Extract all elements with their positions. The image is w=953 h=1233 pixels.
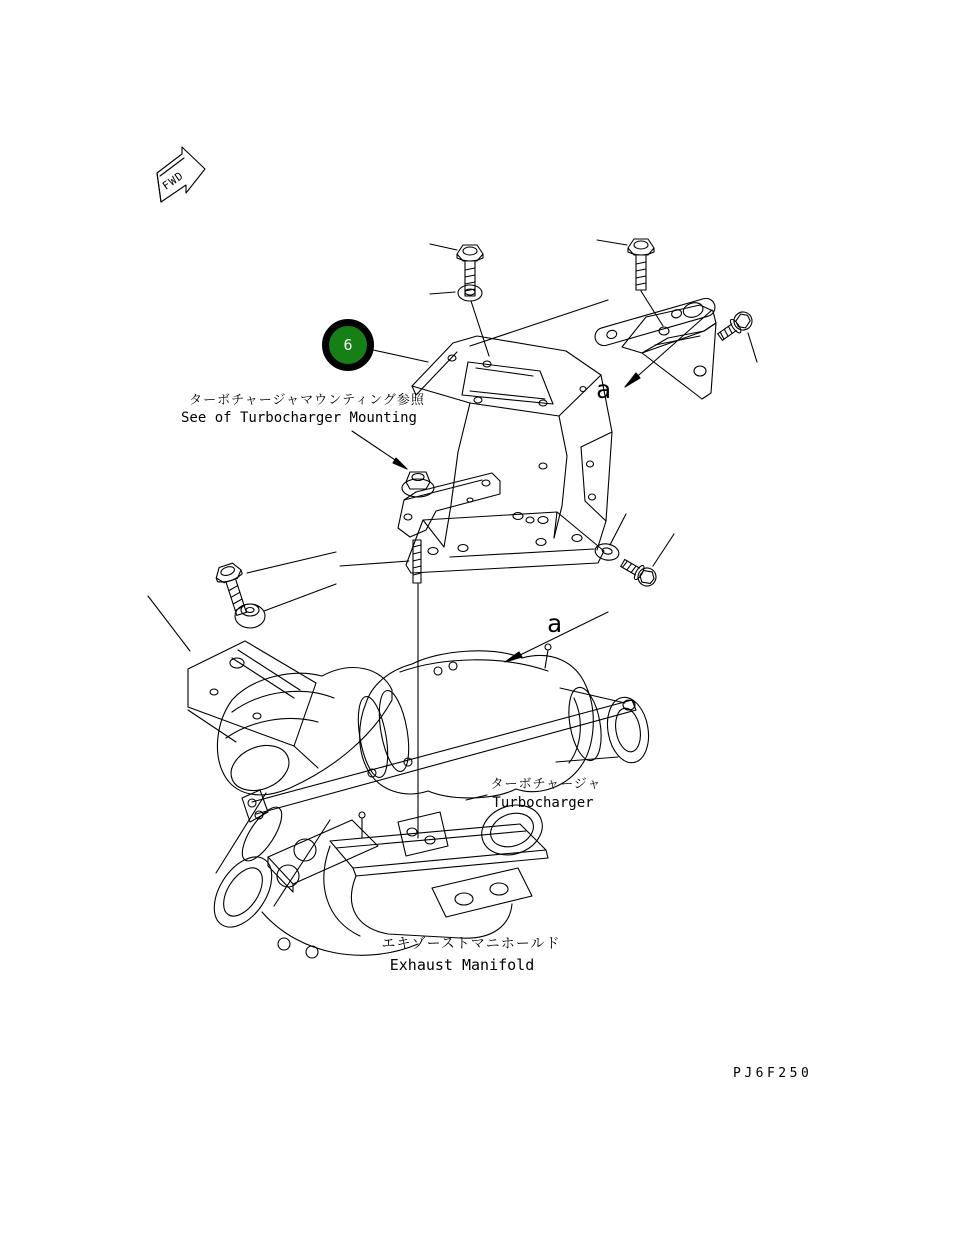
- mounting-note-arrow: [352, 431, 407, 469]
- exhaust-manifold-label-jp: エキゾーストマニホールド: [381, 936, 561, 952]
- callout-number: 6: [343, 336, 353, 354]
- mounting-bracket: [406, 336, 612, 573]
- washer-lower: [594, 542, 621, 563]
- mounting-note-jp: ターボチャージャマウンティング参照: [189, 393, 425, 408]
- exhaust-manifold-drawing: [262, 797, 549, 958]
- callout-leader: [373, 350, 428, 362]
- exhaust-manifold-label-en: Exhaust Manifold: [389, 956, 535, 974]
- washer-upper: [458, 285, 482, 301]
- flange-bolt-lower: [618, 555, 659, 589]
- spacer-nut: [235, 604, 265, 628]
- hex-bolt-left: [213, 561, 253, 618]
- mounting-note-en: See of Turbocharger Mounting: [180, 410, 417, 426]
- stud: [413, 540, 421, 583]
- fwd-label: FWD: [160, 168, 187, 193]
- turbocharger-label-jp: ターボチャージャ: [490, 777, 602, 792]
- view-label-a-upper: a: [596, 375, 612, 404]
- angle-bracket: [398, 473, 500, 537]
- callout-balloon: [322, 319, 374, 371]
- drawing-code: PJ6F250: [733, 1066, 813, 1081]
- view-label-a-lower: a: [547, 609, 563, 638]
- hex-bolt-upper-right: [628, 239, 654, 290]
- heat-shield-plate: [188, 641, 316, 746]
- turbocharger-label-en: Turbocharger: [492, 795, 594, 811]
